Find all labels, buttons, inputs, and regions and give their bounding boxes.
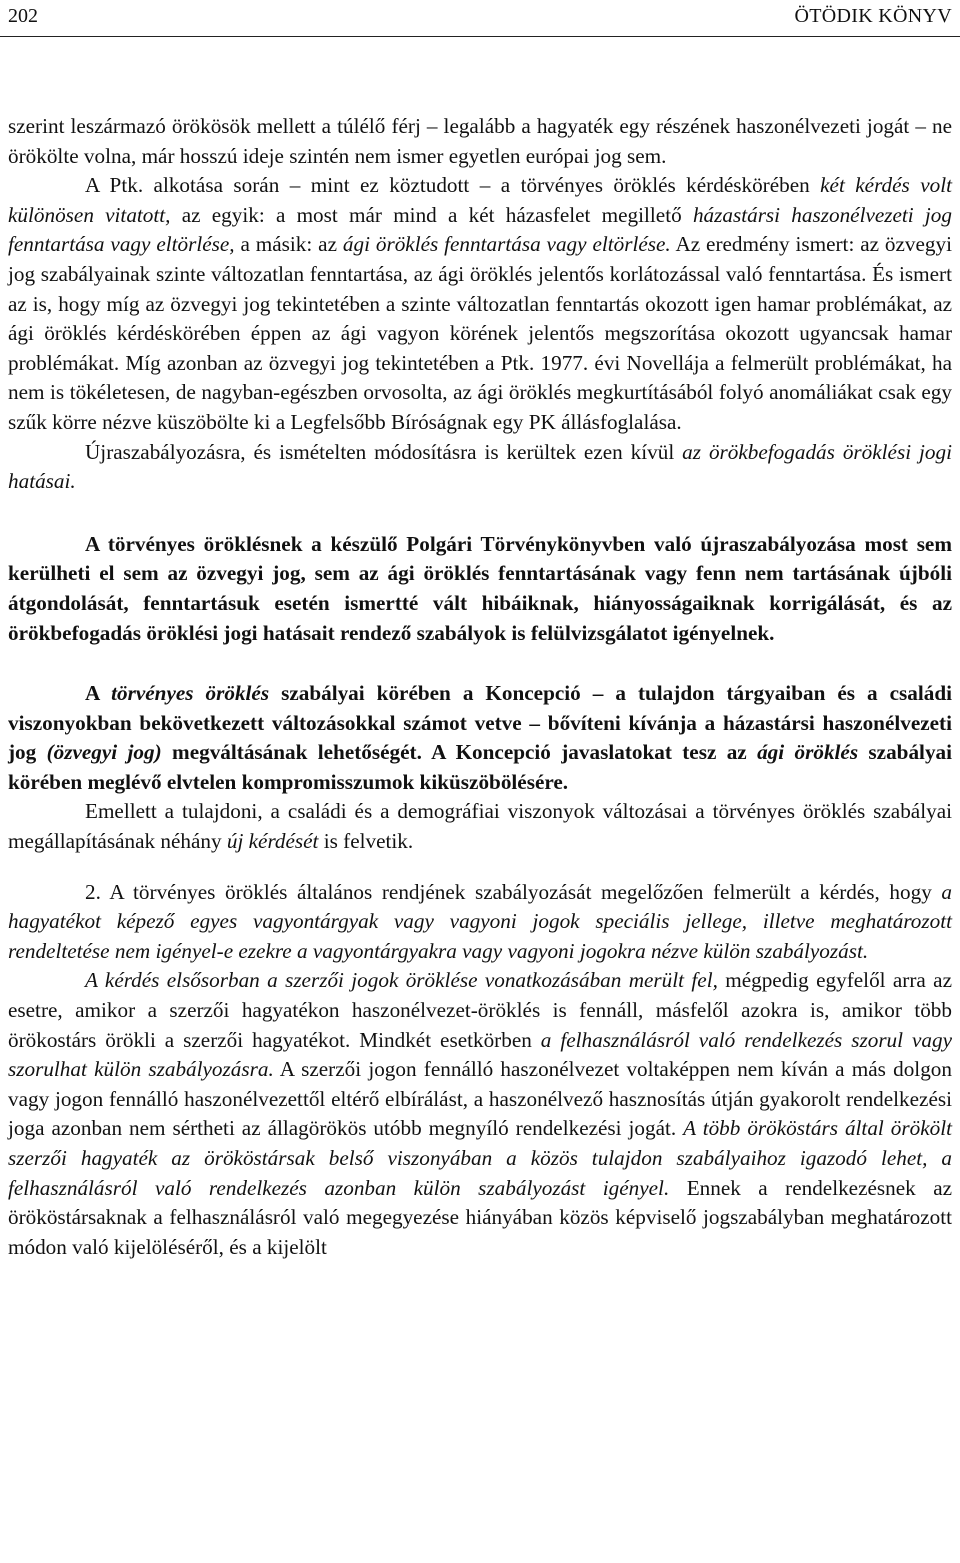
- text-run: Az eredmény ismert: az özvegyi jog szabályainak szinte változatlan fenntartása, az ági öröklés jelentős korlátozással való fenntartása. És ismert az is, hogy míg az özvegyi jog tekintetében a szinte változatlan fenntartás okozott igen hamar problémákat, az ági öröklés kérdéskörében éppen az ági vagyon körének jelentős megszorítása okozott ugyancsak hamar problémákat. Míg azonban az özvegyi jog tekintetében a Ptk. 1977. évi Novellája a felmerült problémákat, ha nem is tökéletesen, de nagyban-egészben orvosolta, az ági öröklés megkurtításából folyó anomáliákat csak egy szűk körre nézve küszöbölte ki a Legfelsőbb Bíróságnak egy PK állásfoglalása.: [8, 232, 953, 434]
- text-run: szabályai körében a Koncepció – a tulajdon tárgyaiban és a családi viszonyokban bekövetkezett változásokkal számot vetve – bővíteni kívánja a házastársi haszonélvezeti jog: [8, 681, 952, 765]
- italic-run: törvényes öröklés: [111, 681, 270, 706]
- italic-run: az örökbefogadás öröklési jogi hatásai.: [8, 439, 953, 494]
- italic-run: A több örököstárs által örökölt szerzői hagyaték az örököstársak belső viszonyában a közös tulajdon szabályaihoz igazodó lehet, a felhasználásról való rendelkezés azonban külön szabályozást igényel.: [8, 1116, 952, 1200]
- paragraph-section-2: [8, 878, 952, 967]
- italic-run: házastársi haszonélvezeti jog fenntartása vagy eltörlése,: [8, 202, 952, 257]
- text-run: A Ptk. alkotása során – mint ez köztudott – a törvényes öröklés kérdéskörében: [85, 173, 821, 198]
- page-body: [8, 112, 952, 1262]
- paragraph-new-questions: [8, 797, 952, 856]
- italic-run: két kérdés volt különösen vitatott,: [8, 173, 952, 227]
- page-header: [0, 0, 960, 37]
- text-run: szerint leszármazó örökösök mellett a túlélő férj – legalább a hagyaték egy részének haszonélvezeti jogát – ne örökölte volna, már hosszú ideje szintén nem ismer egyetlen európai jog sem.: [8, 114, 952, 168]
- italic-run: ági öröklés fenntartása vagy eltörlése.: [342, 232, 671, 257]
- paragraph-concept: [8, 679, 952, 797]
- text-run: a másik: az: [234, 232, 343, 257]
- italic-run: A kérdés elsősorban a szerzői jogok öröklése vonatkozásában merült fel,: [85, 968, 718, 993]
- paragraph-bold-summary: [8, 530, 952, 648]
- paragraph-copyright-inheritance: [8, 966, 952, 1262]
- text-run: Ennek a rendelkezésnek az örököstársaknak a felhasználásról való megegyezése hiányában közös képviselő jogszabályban meghatározott módon való kijelöléséről, és a kijelölt: [8, 1175, 953, 1259]
- text-run: A szerzői jogon fennálló haszonélvezet voltaképpen nem kíván a más dolgon vagy jogon fennálló haszonélvezettől eltérő elbírálást, a haszonélvező hasznosítás útján gyakorolt rendelkezési joga azonban nem sértheti az állagörökös utóbb megnyíló rendelkezési jogát.: [8, 1057, 952, 1141]
- italic-run: a hagyatékot képező egyes vagyontárgyak vagy vagyoni jogok speciális jellege, illetve meghatározott rendeltetése nem igényel-e ezekre a vagyontárgyakra vagy vagyoni jogokra nézve külön szabályozást.: [8, 879, 952, 963]
- italic-run: a felhasználásról való rendelkezés szorul vagy szorulhat külön szabályozásra.: [8, 1027, 952, 1082]
- paragraph-adoption: [8, 438, 952, 497]
- text-run: 2. A törvényes öröklés általános rendjének szabályozását megelőzően felmerült a kérdés, hogy: [85, 879, 942, 904]
- text-run: is felvetik.: [318, 829, 414, 854]
- italic-run: ági öröklés: [757, 740, 859, 765]
- page-number: 202: [8, 5, 38, 27]
- paragraph-continuation: [8, 112, 952, 171]
- text-run: Újraszabályozásra, és ismételten módosításra is kerültek ezen kívül: [85, 439, 683, 464]
- running-head: ÖTÖDIK KÖNYV: [794, 5, 952, 27]
- text-run: mégpedig egyfelől arra az esetre, amikor a szerzői hagyatékon haszonélvezet-öröklés is fennáll, másfelől azokra is, amikor több örökostárs örökli a szerzői hagyatékot. Mindkét esetkörben: [8, 968, 952, 1052]
- text-run: szabályai körében meglévő elvtelen kompromisszumok kiküszöbölésére.: [8, 740, 953, 794]
- text-run: A törvényes öröklésnek a készülő Polgári Törvénykönyvben való újraszabályozása most sem kerülheti el sem az özvegyi jog, sem az ági öröklés fenntartásának vagy fenn nem tartásának újbóli átgondolását, fenntartásuk esetén ismertté vált hibáiknak, hiányosságaiknak korrigálását, és az örökbefogadás öröklési jogi hatásait rendező szabályok is felülvizsgálatot igényelnek.: [8, 531, 952, 645]
- text-run: Emellett a tulajdoni, a családi és a demográfiai viszonyok változásai a törvényes öröklés szabályai megállapításának néhány: [8, 799, 952, 854]
- italic-run: (özvegyi jog): [46, 740, 162, 765]
- italic-run: új kérdését: [226, 829, 319, 854]
- paragraph-ptk-history: [8, 171, 952, 437]
- text-run: az egyik: a most már mind a két házasfelet megillető: [170, 202, 693, 227]
- text-run: A: [85, 681, 112, 706]
- text-run: megváltásának lehetőségét. A Koncepció javaslatokat tesz az: [161, 740, 758, 765]
